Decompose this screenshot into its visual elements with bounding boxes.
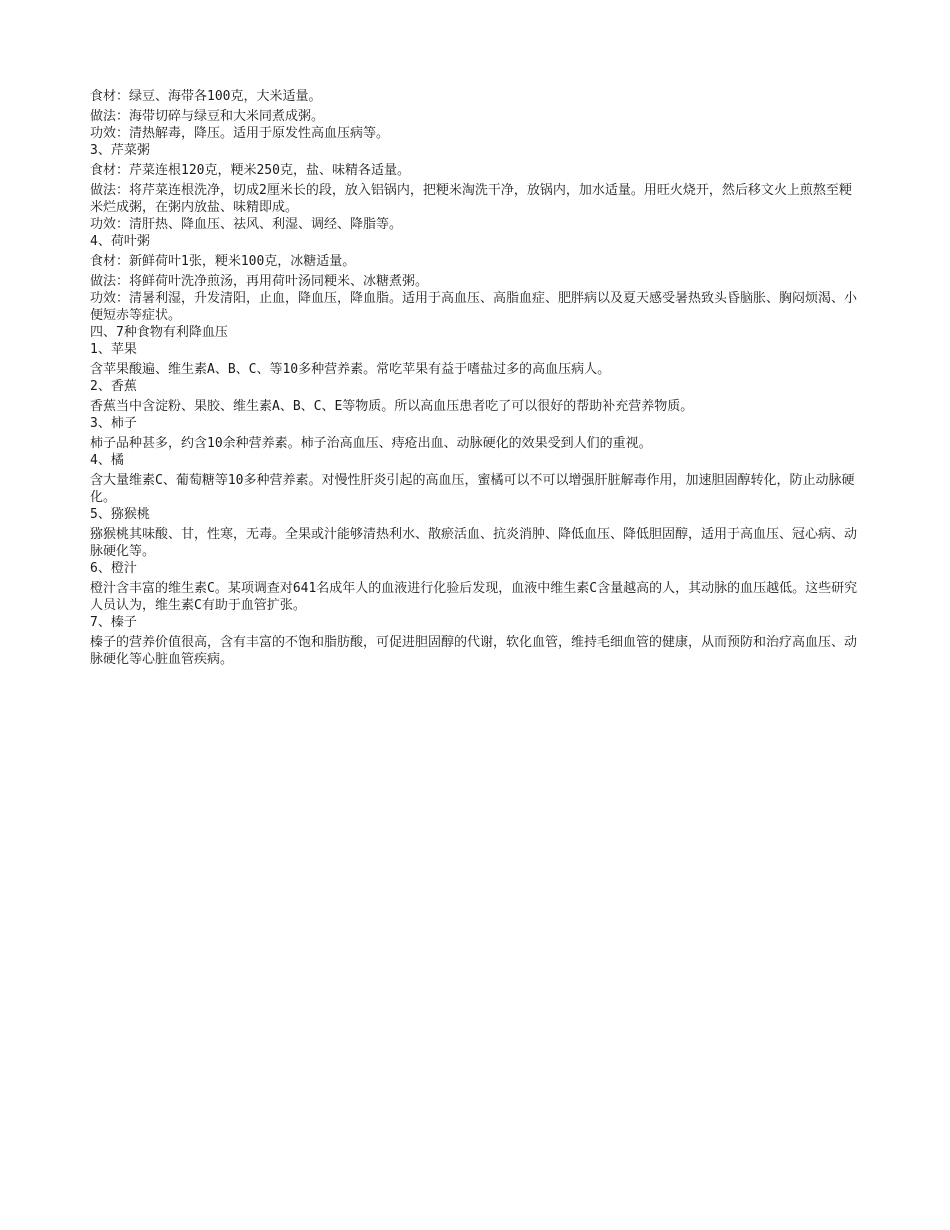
document-body (90, 88, 860, 668)
paragraph: 柿子品种甚多，约含10余种营养素。柿子治高血压、痔疮出血、动脉硬化的效果受到人们的重视。 (90, 436, 652, 451)
section-heading: 2、香蕉 (90, 379, 137, 394)
section-heading: 3、柿子 (90, 416, 137, 431)
section-heading: 1、苹果 (90, 342, 137, 357)
chapter-heading: 四、7种食物有利降血压 (90, 325, 228, 340)
section-heading: 4、橘 (90, 453, 124, 468)
section-heading: 5、猕猴桃 (90, 507, 150, 522)
effect-line: 功效：清暑利湿，升发清阳，止血，降血压，降血脂。适用于高血压、高脂血症、肥胖病以及夏天感受暑热致头昏脑胀、胸闷烦渴、小便短赤等症状。 (90, 291, 858, 323)
ingredients-line: 食材：芹菜连根120克，粳米250克，盐、味精各适量。 (90, 163, 410, 178)
method-line: 做法：将鲜荷叶洗净煎汤，再用荷叶汤同粳米、冰糖煮粥。 (90, 274, 429, 289)
paragraph: 榛子的营养价值很高，含有丰富的不饱和脂肪酸，可促进胆固醇的代谢，软化血管，维持毛细血管的健康，从而预防和治疗高血压、动脉硬化等心脏血管疾病。 (90, 635, 858, 667)
paragraph: 含大量维素C、葡萄糖等10多种营养素。对慢性肝炎引起的高血压，蜜橘可以不可以增强肝脏解毒作用，加速胆固醇转化，防止动脉硬化。 (90, 473, 855, 505)
paragraph: 橙汁含丰富的维生素C。某项调查对641名成年人的血液进行化验后发现，血液中维生素C含量越高的人，其动脉的血压越低。这些研究人员认为，维生素C有助于血管扩张。 (90, 581, 858, 613)
effect-line: 功效：清热解毒，降压。适用于原发性高血压病等。 (90, 126, 390, 141)
paragraph: 猕猴桃其味酸、甘，性寒，无毒。全果或汁能够清热利水、散瘀活血、抗炎消肿、降低血压、降低胆固醇，适用于高血压、冠心病、动脉硬化等。 (90, 527, 858, 559)
section-heading: 6、橙汁 (90, 561, 137, 576)
paragraph: 香蕉当中含淀粉、果胶、维生素A、B、C、E等物质。所以高血压患者吃了可以很好的帮助补充营养物质。 (90, 399, 694, 414)
ingredients-line: 食材：绿豆、海带各100克，大米适量。 (90, 89, 322, 104)
section-heading: 7、榛子 (90, 615, 137, 630)
method-line: 做法：海带切碎与绿豆和大米同煮成粥。 (90, 109, 325, 124)
effect-line: 功效：清肝热、降血压、祛风、利湿、调经、降脂等。 (90, 217, 403, 232)
ingredients-line: 食材：新鲜荷叶1张，粳米100克，冰糖适量。 (90, 254, 356, 269)
paragraph: 含苹果酸遍、维生素A、B、C、等10多种营养素。常吃苹果有益于嗜盐过多的高血压病人。 (90, 362, 611, 377)
method-line: 做法：将芹菜连根洗净，切成2厘米长的段，放入铝锅内，把粳米淘洗干净，放锅内，加水适量。用旺火烧开，然后移文火上煎熬至粳米烂成粥，在粥内放盐、味精即成。 (90, 183, 852, 215)
section-heading: 3、芹菜粥 (90, 143, 150, 158)
section-heading: 4、荷叶粥 (90, 234, 150, 249)
